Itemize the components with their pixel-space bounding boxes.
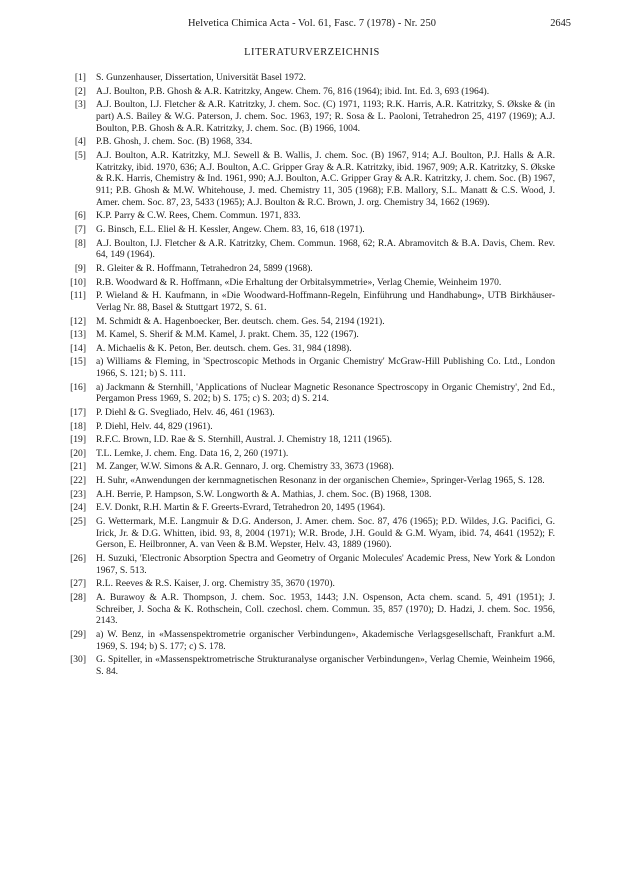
reference-text: G. Binsch, E.L. Eliel & H. Kessler, Angew. Chem. 83, 16, 618 (1971). bbox=[96, 224, 365, 236]
reference-number: [2] bbox=[74, 85, 86, 97]
reference-text: P.B. Ghosh, J. chem. Soc. (B) 1968, 334. bbox=[96, 136, 253, 148]
reference-number: [6] bbox=[74, 210, 86, 222]
reference-text: E.V. Donkt, R.H. Martin & F. Greerts-Evrard, Tetrahedron 20, 1495 (1964). bbox=[96, 502, 386, 514]
reference-number: [9] bbox=[74, 263, 86, 274]
reference-number: [30] bbox=[70, 654, 86, 666]
reference-item bbox=[70, 591, 555, 627]
reference-number: [4] bbox=[74, 136, 86, 148]
reference-item bbox=[70, 329, 555, 341]
journal-citation: Helvetica Chimica Acta - Vol. 61, Fasc. 7 (1978) - Nr. 250 bbox=[187, 18, 437, 29]
reference-item bbox=[70, 515, 555, 551]
reference-text: A. Burawoy & A.R. Thompson, J. chem. Soc. 1953, 1443; J.N. Ospenson, Acta chem. scand. 5, 491 (1951); J. Schreiber, J. Socha & K. Rothschein, Coll. czechosl. chem. Commun. 35, 857 (1970); D. Hadzi, J. chem. Soc. 1956, 2143. bbox=[96, 591, 555, 627]
reference-number: [16] bbox=[70, 381, 86, 393]
reference-item bbox=[70, 356, 555, 380]
reference-item bbox=[70, 628, 555, 653]
reference-text: a) Jackmann & Sternhill, 'Applications of Nuclear Magnetic Resonance Spectroscopy in Organic Chemistry', 2nd Ed., Pergamon Press 1969, S. 202; b) S. 175; c) S. 203; d) S. 214. bbox=[96, 381, 555, 405]
reference-text: R.L. Reeves & R.S. Kaiser, J. org. Chemistry 35, 3670 (1970). bbox=[96, 578, 335, 590]
reference-text: P. Diehl, Helv. 44, 829 (1961). bbox=[96, 420, 213, 432]
reference-number: [21] bbox=[70, 461, 86, 473]
page-number: 2645 bbox=[550, 18, 571, 29]
reference-number: [13] bbox=[70, 329, 86, 341]
reference-number: [10] bbox=[70, 276, 86, 288]
reference-number: [23] bbox=[70, 488, 86, 500]
reference-item bbox=[70, 552, 555, 577]
reference-number: [27] bbox=[70, 578, 86, 590]
reference-number: [28] bbox=[70, 591, 86, 603]
reference-item bbox=[70, 447, 555, 460]
reference-text: A.J. Boulton, P.B. Ghosh & A.R. Katritzky, Angew. Chem. 76, 816 (1964); ibid. Int. Ed. 3, 693 (1964). bbox=[96, 85, 490, 97]
reference-item bbox=[74, 99, 555, 134]
reference-item bbox=[70, 488, 555, 501]
reference-text: S. Gunzenhauser, Dissertation, Universität Basel 1972. bbox=[96, 72, 306, 83]
reference-item bbox=[70, 315, 555, 328]
reference-item bbox=[70, 434, 555, 446]
reference-number: [26] bbox=[70, 552, 86, 564]
reference-text: G. Wettermark, M.E. Langmuir & D.G. Anderson, J. Amer. chem. Soc. 87, 476 (1965); P.D. Wildes, J.G. Pacifici, G. Irick, Jr. & D.G. Whitten, ibid. 93, 8, 2004 (1971); W.R. Brode, J.H. Gould & G.M. Wyam, ibid. 74, 4641 (1952); F. Gerson, E. Heilbronner, A. van Veen & B.M. Wepster, Helv. 43, 1889 (1960). bbox=[96, 515, 555, 551]
reference-item bbox=[70, 420, 555, 433]
reference-number: [8] bbox=[74, 237, 86, 249]
reference-text: P. Diehl & G. Svegliado, Helv. 46, 461 (1963). bbox=[96, 407, 275, 418]
reference-number: [24] bbox=[70, 502, 86, 514]
reference-item bbox=[70, 381, 555, 406]
reference-text: M. Kamel, S. Sherif & M.M. Kamel, J. prakt. Chem. 35, 122 (1967). bbox=[96, 329, 359, 341]
reference-number: [7] bbox=[74, 224, 86, 236]
reference-item bbox=[74, 238, 555, 262]
reference-number: [19] bbox=[70, 434, 86, 446]
reference-number: [15] bbox=[70, 356, 86, 368]
reference-text: A.J. Boulton, A.R. Katritzky, M.J. Sewell & B. Wallis, J. chem. Soc. (B) 1967, 914; A.J. Boulton, P.J. Halls & A.R. Katritzky, ibid. 1970, 636; A.J. Boulton, A.C. Gripper Gray & A.R. Katritzky, ibid. 1967, 909; A.R. Katritzky, S. Økske & R.K. Harris, Chemistry & Ind. 1961, 990; A.J. Boulton, A.C. Gripper Gray & A.R. Katritzky, J. chem. Soc. (B) 1967, 911; P.B. Ghosh & M.W. Whitehouse, J. med. Chemistry 11, 305 (1968); F.B. Mallory, S.L. Manatt & C.S. Wood, J. Amer. chem. Soc. 87, 23, 5433 (1965); A.J. Boulton & R.C. Brown, J. org. Chemistry 34, 1662 (1969). bbox=[96, 149, 555, 208]
reference-number: [25] bbox=[70, 515, 86, 527]
reference-item bbox=[74, 72, 555, 84]
reference-text: a) W. Benz, in «Massenspektrometrie organischer Verbindungen», Akademische Verlagsgesellschaft, Frankfurt a.M. 1969, S. 194; b) S. 177; c) S. 178. bbox=[96, 628, 555, 652]
reference-text: M. Schmidt & A. Hagenboecker, Ber. deutsch. chem. Ges. 54, 2194 (1921). bbox=[96, 315, 385, 327]
reference-number: [17] bbox=[70, 407, 86, 418]
reference-item bbox=[74, 86, 555, 98]
reference-text: R.F.C. Brown, I.D. Rae & S. Sternhill, Austral. J. Chemistry 18, 1211 (1965). bbox=[96, 434, 392, 446]
reference-item bbox=[70, 578, 555, 590]
reference-item bbox=[70, 342, 555, 355]
reference-item bbox=[70, 276, 555, 289]
reference-text: A.J. Boulton, I.J. Fletcher & A.R. Katritzky, J. chem. Soc. (C) 1971, 1193; R.K. Harris, A.R. Katritzky, S. Økske & (in part) A.S. Bailey & W.G. Paterson, J. chem. Soc. 1963, 197; R. Sosa & L. Paoloni, Tetrahedron 25, 4197 (1969); A.J. Boulton, P.B. Ghosh & A.R. Katritzky, J. chem. Soc. (B) 1966, 1004. bbox=[96, 99, 555, 134]
reference-number: [20] bbox=[70, 447, 86, 459]
reference-item bbox=[70, 654, 555, 678]
reference-text: R. Gleiter & R. Hoffmann, Tetrahedron 24, 5899 (1968). bbox=[96, 263, 313, 274]
reference-item bbox=[70, 290, 555, 314]
reference-number: [11] bbox=[70, 290, 86, 302]
reference-number: [5] bbox=[74, 149, 86, 161]
running-head bbox=[0, 18, 624, 32]
reference-item bbox=[70, 407, 555, 419]
reference-text: A.H. Berrie, P. Hampson, S.W. Longworth & A. Mathias, J. chem. Soc. (B) 1968, 1308. bbox=[96, 488, 432, 500]
reference-item bbox=[70, 502, 555, 514]
reference-item bbox=[74, 210, 555, 222]
reference-text: a) Williams & Fleming, in 'Spectroscopic Methods in Organic Chemistry' McGraw-Hill Publishing Co. Ltd., London 1966, S. 121; b) S. 111. bbox=[96, 356, 555, 380]
reference-text: M. Zanger, W.W. Simons & A.R. Gennaro, J. org. Chemistry 33, 3673 (1968). bbox=[96, 461, 394, 473]
reference-text: G. Spiteller, in «Massenspektrometrische Strukturanalyse organischer Verbindungen», Verlag Chemie, Weinheim 1966, S. 84. bbox=[96, 654, 555, 677]
reference-text: H. Suhr, «Anwendungen der kernmagnetischen Resonanz in der organischen Chemie», Springer-Verlag 1965, S. 128. bbox=[96, 474, 545, 486]
reference-text: A. Michaelis & K. Peton, Ber. deutsch. chem. Ges. 31, 984 (1898). bbox=[96, 342, 352, 354]
reference-item bbox=[70, 461, 555, 473]
reference-text: A.J. Boulton, I.J. Fletcher & A.R. Katritzky, Chem. Commun. 1968, 62; R.A. Abramovitch & B.A. Davis, Chem. Rev. 64, 149 (1964). bbox=[96, 237, 555, 261]
reference-number: [22] bbox=[70, 474, 86, 486]
reference-text: R.B. Woodward & R. Hoffmann, «Die Erhaltung der Orbitalsymmetrie», Verlag Chemie, Weinheim 1970. bbox=[96, 276, 502, 288]
reference-item bbox=[70, 474, 555, 487]
reference-number: [3] bbox=[74, 99, 86, 111]
reference-item bbox=[74, 136, 555, 148]
reference-text: K.P. Parry & C.W. Rees, Chem. Commun. 1971, 833. bbox=[96, 210, 301, 222]
reference-item bbox=[74, 263, 555, 275]
reference-number: [29] bbox=[70, 628, 86, 640]
reference-item bbox=[74, 150, 555, 209]
reference-number: [18] bbox=[70, 420, 86, 432]
reference-text: T.L. Lemke, J. chem. Eng. Data 16, 2, 260 (1971). bbox=[96, 447, 289, 459]
section-title: LITERATURVERZEICHNIS bbox=[244, 47, 380, 58]
reference-number: [1] bbox=[74, 72, 86, 83]
reference-item bbox=[74, 224, 555, 236]
reference-text: H. Suzuki, 'Electronic Absorption Spectra and Geometry of Organic Molecules' Academic Press, New York & London 1967, S. 513. bbox=[96, 552, 555, 576]
reference-number: [12] bbox=[70, 315, 86, 327]
reference-number: [14] bbox=[70, 342, 86, 354]
reference-list bbox=[70, 72, 555, 680]
reference-text: P. Wieland & H. Kaufmann, in «Die Woodward-Hoffmann-Regeln, Einführung und Handhabung», UTB Birkhäuser-Verlag Nr. 88, Basel & Stuttgart 1972, S. 61. bbox=[96, 290, 555, 313]
